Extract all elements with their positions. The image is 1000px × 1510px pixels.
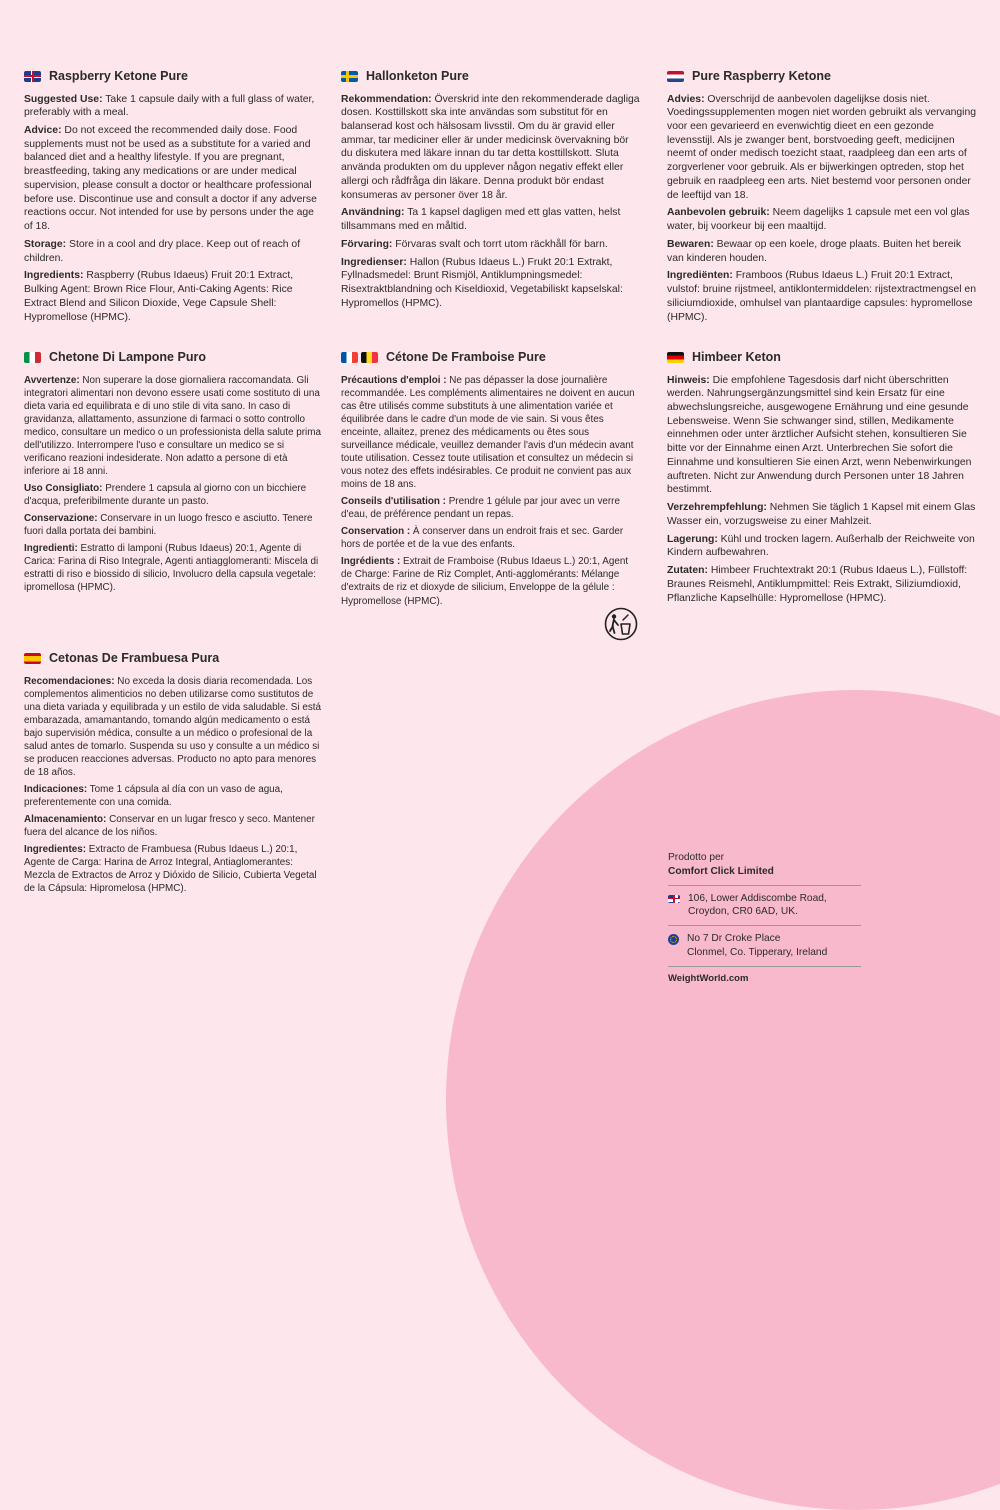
section-fr-header (341, 349, 641, 366)
section-nl-title: Pure Raspberry Ketone (692, 69, 831, 83)
uk-storage: Storage: Store in a cool and dry place. Keep out of reach of children. (24, 238, 301, 264)
uk-advice: Advice: Do not exceed the recommended daily dose. Food supplements must not be used as a substitute for a varied and balanced diet and a healthy lifestyle. If you are pregnant, breastfeeding, taking any medications or are under medical supervision, please consult a doctor or healthcare professional before use. Discontinue use and consult a doctor if any adverse reactions occur. Not intended for use by persons under the age of 18. (24, 124, 317, 233)
section-fr (341, 349, 641, 612)
nl-use: Aanbevolen gebruik: Neem dagelijks 1 capsule met een vol glas water, bij voorkeur bij een maaltijd. (667, 207, 970, 233)
nl-storage: Bewaren: Bewaar op een koele, droge plaats. Buiten het bereik van kinderen houden. (667, 238, 962, 264)
recycle-bin-icon (604, 607, 638, 641)
company-name: Comfort Click Limited (668, 865, 774, 877)
section-uk-header (24, 68, 322, 85)
divider (668, 925, 861, 926)
fr-precautions: Précautions d'emploi : Ne pas dépasser la dose journalière recommandée. Les compléments alimentaires ne doivent en aucun cas être utilisés comme substituts à une alimentation variée et équilibrée dans le cadre d'un mode de vie sain. Si vous êtes enceinte, allaitez, prenez des médicaments ou êtes sous surveillance médicale, veuillez demander l'avis d'un médecin avant toute utilisation. Cessez toute utilisation et consultez un médecin si vous notez des effets indésirables. Ce produit ne convient pas aux moins de 18 ans. (341, 374, 635, 490)
section-nl-header (667, 68, 979, 85)
uk-flag-icon (24, 71, 41, 82)
uk-address-line-2: Croydon, CR0 6AD, UK. (688, 906, 798, 918)
se-storage: Förvaring: Förvaras svalt och torrt utom räckhåll för barn. (341, 238, 608, 250)
section-se-header (341, 68, 641, 85)
section-uk (24, 68, 322, 328)
nl-ingredients: Ingrediënten: Framboos (Rubus Idaeus L.) Fruit 20:1 Extract, vulstof: bruine rijstmeel, antiklontermiddelen: rijstextractmengsel en siliciumdioxide, omhulsel van plantaardige capsules: hypromellose (HPMC). (667, 270, 976, 323)
website-link[interactable]: WeightWorld.com (668, 972, 749, 984)
section-uk-title: Raspberry Ketone Pure (49, 69, 188, 83)
de-use: Verzehrempfehlung: Nehmen Sie täglich 1 Kapsel mit einem Glas Wasser ein, vorzugsweise zu einer Mahlzeit. (667, 502, 976, 527)
es-indications: Indicaciones: Tome 1 cápsula al día con un vaso de agua, preferentemente con una comida. (24, 784, 283, 809)
section-es-header (24, 650, 322, 667)
section-es (24, 650, 322, 900)
belgium-flag-icon (361, 352, 378, 363)
nl-advice: Advies: Overschrijd de aanbevolen dagelijkse dosis niet. Voedingssupplementen mogen niet worden gebruikt als vervanging voor een gevarieerd en evenwichtig dieet en een gezonde levensstijl. Als je zwanger bent, borstvoeding geeft, medicijnen neemt of onder medisch toezicht staat, raadpleeg dan een arts of zorgverlener voor gebruik. Als er bijwerkingen optreden, stop het gebruik en raadpleeg een arts. Niet bestemd voor personen onder de leeftijd van 18. (667, 93, 977, 201)
eu-flag-icon (668, 934, 679, 945)
produced-by-label: Prodotto per (668, 852, 725, 863)
se-ingredients: Ingredienser: Hallon (Rubus Idaeus L.) Frukt 20:1 Extrakt, Fyllnadsmedel: Brunt Rismjöl, Antiklumpningsmedel: Risextraktblandning och Kiseldioxid, Vegetabiliskt kapselskal: Hypromellos (HPMC). (341, 256, 623, 309)
fr-ingredients: Ingrédients : Extrait de Framboise (Rubus Idaeus L.) 20:1, Agent de Charge: Farine de Riz Complet, Anti-agglomérants: Mélange d'extraits de riz et dioxyde de silicium, Enveloppe de la gélule : Hypromellose (HPMC). (341, 556, 629, 607)
section-se (341, 68, 641, 315)
section-nl (667, 68, 979, 328)
uk-flag-icon (668, 895, 680, 903)
spain-flag-icon (24, 653, 41, 664)
section-es-title: Cetonas De Frambuesa Pura (49, 651, 220, 665)
section-it (24, 349, 322, 599)
manufacturer-info (668, 851, 861, 985)
it-use: Uso Consigliato: Prendere 1 capsula al giorno con un bicchiere d'acqua, preferibilmente durante un pasto. (24, 483, 307, 508)
uk-ingredients: Ingredients: Raspberry (Rubus Idaeus) Fruit 20:1 Extract, Bulking Agent: Brown Rice Flour, Anti-Caking Agents: Rice Extract Blend and Silicon Dioxide, Vege Capsule Shell: Hypromellose (HPMC). (24, 270, 294, 323)
sweden-flag-icon (341, 71, 358, 82)
uk-suggested-use: Suggested Use: Take 1 capsule daily with a full glass of water, preferably with a meal. (24, 93, 315, 119)
section-de (667, 349, 979, 609)
it-ingredients: Ingredienti: Estratto di lamponi (Rubus Idaeus) 20:1, Agente di Carica: Farina di Riso Integrale, Agenti antiagglomeranti: Miscela di estratti di riso e biossido di silicio, Involucro della capsula vegetale: ipromellosa (HPMC). (24, 543, 319, 594)
section-de-header (667, 349, 979, 366)
fr-use: Conseils d'utilisation : Prendre 1 gélule par jour avec un verre d'eau, de préférence pendant un repas. (341, 496, 620, 521)
germany-flag-icon (667, 352, 684, 363)
es-ingredients: Ingredientes: Extracto de Frambuesa (Rubus Idaeus L.) 20:1, Agente de Carga: Harina de Arroz Integral, Antiaglomerantes: Mezcla de Extractos de Arroz y Dióxido de Silicio, Cubierta Vegetal de la Cápsula: Hipromelosa (HPMC). (24, 844, 317, 895)
section-fr-flags (341, 352, 378, 363)
eu-address (668, 932, 861, 960)
es-recommendations: Recomendaciones: No exceda la dosis diaria recomendada. Los complementos alimenticios no deben utilizarse como sustitutos de una dieta variada y equilibrada y un estilo de vida saludable. Si está embarazada, amamantando, tomando algún medicamento o está bajo supervisión médica, consulte a un médico o profesional de la salud antes de tomarlo. Suspenda su uso y consulte a un médico si se producen reacciones adversas. Producto no apto para menores de 18 años. (24, 675, 321, 778)
netherlands-flag-icon (667, 71, 684, 82)
divider (668, 885, 861, 886)
eu-address-line-1: No 7 Dr Croke Place (687, 933, 781, 945)
it-storage: Conservazione: Conservare in un luogo fresco e asciutto. Tenere fuori dalla portata dei bambini. (24, 513, 313, 538)
section-fr-title: Cétone De Framboise Pure (386, 350, 546, 364)
es-storage: Almacenamiento: Conservar en un lugar fresco y seco. Mantener fuera del alcance de los niños. (24, 814, 315, 839)
uk-address-line-1: 106, Lower Addiscombe Road, (688, 892, 827, 904)
fr-storage: Conservation : À conserver dans un endroit frais et sec. Garder hors de portée et de la vue des enfants. (341, 526, 624, 551)
decorative-pink-circle (446, 690, 1000, 1510)
se-use: Användning: Ta 1 kapsel dagligen med ett glas vatten, helst tillsammans med en måltid. (341, 207, 621, 233)
it-warnings: Avvertenze: Non superare la dose giornaliera raccomandata. Gli integratori alimentari non devono essere usati come sostituto di una dieta varia ed equilibrata e di uno stile di vita sano. In caso di gravidanza, allattamento, assunzione di farmaci o sotto controllo medico, consultare un medico o un professionista della salute prima dell'utilizzo. Interrompere l'uso e consultare un medico se si verificano reazioni indesiderate. Non adatto a persone di età inferiore ai 18 anni. (24, 374, 321, 477)
eu-address-line-2: Clonmel, Co. Tipperary, Ireland (687, 946, 828, 958)
section-it-title: Chetone Di Lampone Puro (49, 350, 206, 364)
de-ingredients: Zutaten: Himbeer Fruchtextrakt 20:1 (Rubus Idaeus L.), Füllstoff: Braunes Reismehl, Antiklumpmittel: Reis Extrakt, Siliziumdioxid, Pflanzliche Kapselhülle: Hypromellose (HPMC). (667, 565, 968, 604)
section-se-title: Hallonketon Pure (366, 69, 469, 83)
se-recommendation: Rekommendation: Överskrid inte den rekommenderade dagliga dosen. Kosttillskott ska inte användas som substitut för en balanserad kost och hälsosam livsstil. Om du är gravid eller ammar, tar mediciner eller är under medicinsk övervakning bör du diskutera med läkare innan du tar detta kosttillskott. Sluta använda produkten om du upplever någon negativ effekt eller allergi och rådfråga din läkare. Denna produkt bör endast konsumeras av personer över 18 år. (341, 93, 640, 201)
france-flag-icon (341, 352, 358, 363)
de-hint: Hinweis: Die empfohlene Tagesdosis darf nicht überschritten werden. Nahrungsergänzungsmittel sind kein Ersatz für eine abwechslungsreiche, ausgewogene Ernährung und eine gesunde Lebensweise. Wenn Sie schwanger sind, stillen, Medikamente einnehmen oder unter ärztlicher Aufsicht stehen, konsultieren Sie bitte vor der Einnahme einen Arzt. Unterbrechen Sie sofort die Einnahme und konsultieren Sie einen Arzt, wenn Nebenwirkungen auftreten. Nicht zur Anwendung durch Personen unter 18 Jahren bestimmt. (667, 374, 972, 496)
uk-address (668, 892, 861, 920)
divider (668, 966, 861, 967)
section-de-title: Himbeer Keton (692, 350, 781, 364)
de-storage: Lagerung: Kühl und trocken lagern. Außerhalb der Reichweite von Kindern aufbewahren. (667, 533, 975, 559)
section-it-header (24, 349, 322, 366)
italy-flag-icon (24, 352, 41, 363)
